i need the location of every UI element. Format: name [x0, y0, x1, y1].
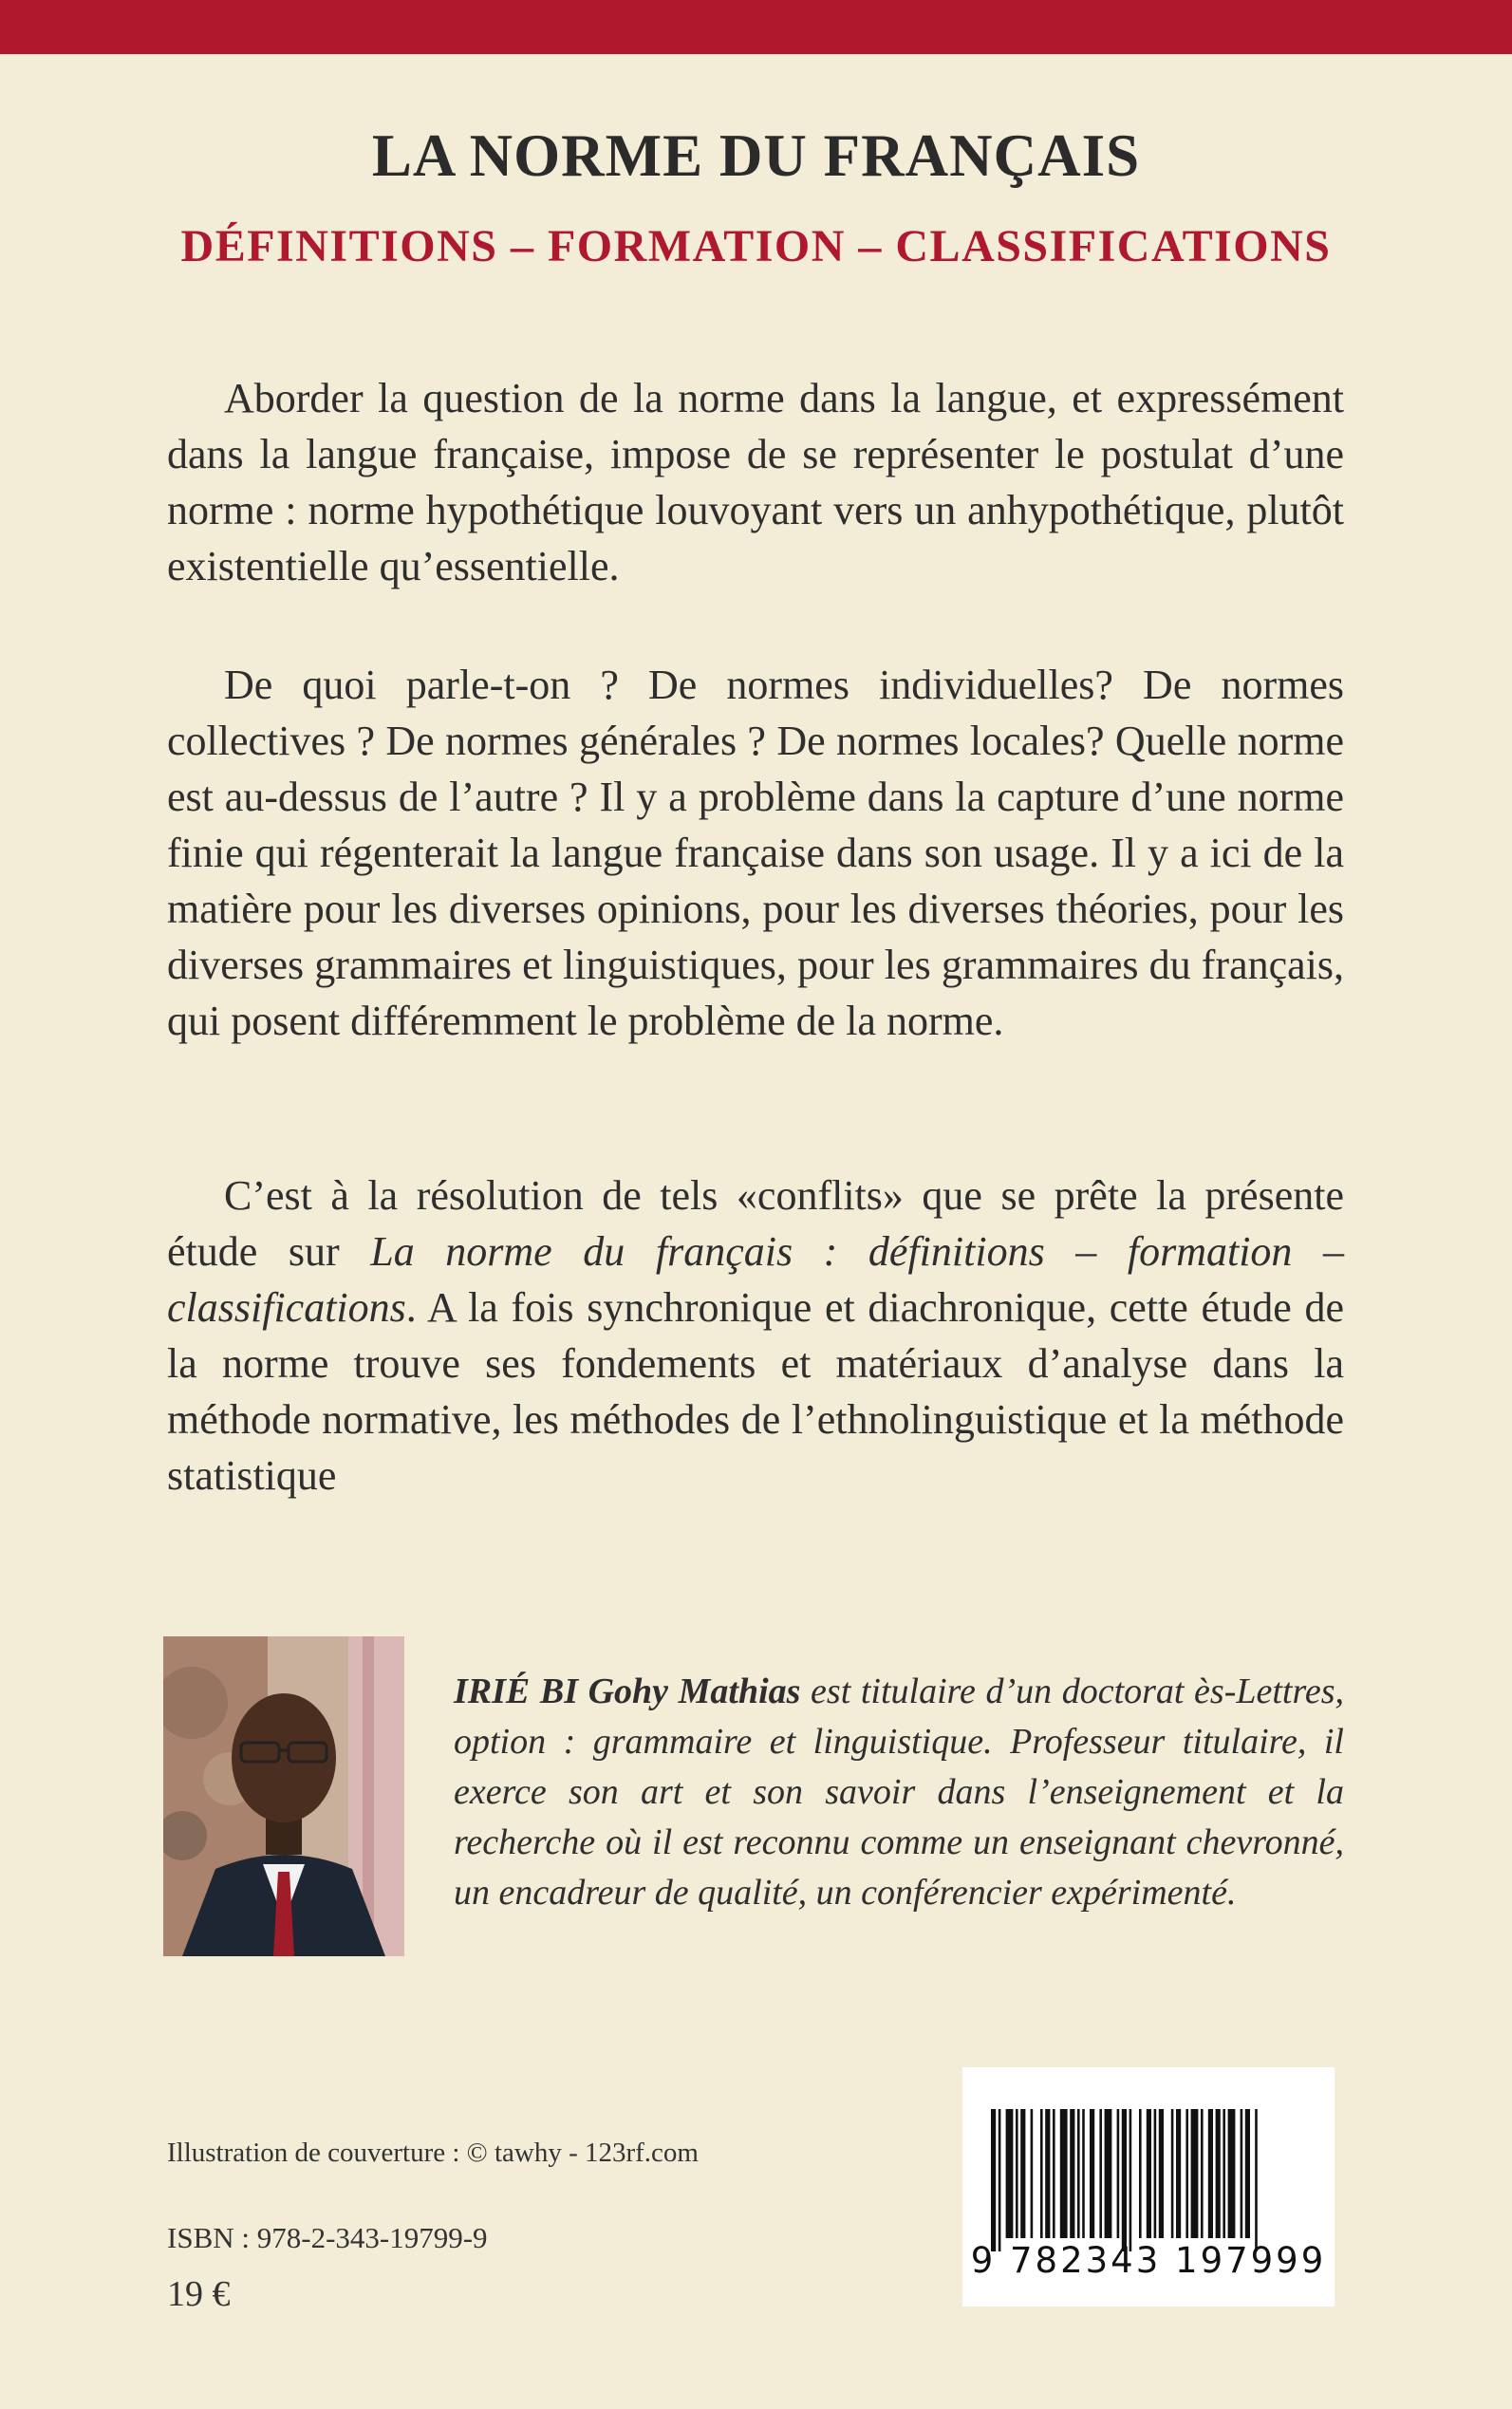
barcode	[962, 2067, 1335, 2306]
barcode-bar	[1077, 2109, 1080, 2238]
top-color-band	[0, 0, 1512, 54]
barcode-bar	[1228, 2109, 1236, 2238]
barcode-bar	[1082, 2109, 1085, 2238]
barcode-bar	[1154, 2109, 1157, 2238]
barcode-bar	[1176, 2109, 1181, 2238]
barcode-bar	[1031, 2109, 1034, 2238]
blurb-paragraph-3-start: C’est à la résolution de tels «conflits» que se prête la présente étude sur	[167, 1172, 1344, 1275]
barcode-bar	[1255, 2109, 1258, 2251]
barcode-bar	[1020, 2109, 1025, 2238]
barcode-bar	[1185, 2109, 1188, 2238]
barcode-bar	[1223, 2109, 1225, 2238]
barcode-bar	[1139, 2109, 1142, 2238]
barcode-bar	[1045, 2109, 1050, 2238]
barcode-bar	[1105, 2109, 1112, 2238]
book-subtitle: DÉFINITIONS – FORMATION – CLASSIFICATIONS	[180, 221, 1332, 271]
barcode-bar	[1241, 2109, 1243, 2238]
barcode-bar	[999, 2109, 1001, 2251]
barcode-bar	[1016, 2109, 1018, 2238]
blurb-paragraph-1	[167, 370, 1344, 594]
barcode-bar	[1245, 2109, 1250, 2238]
barcode-bar	[1117, 2109, 1120, 2238]
blurb-paragraph-2	[167, 657, 1344, 1049]
author-bio-text: est titulaire d’un doctorat ès-Lettres, option : grammaire et linguistique. Professeur titulaire, il exerce son art et son savoir dans l’enseignement et la recherche où il est reconnu comme un enseignant chevronné, un encadreur de qualité, un conférencier expérimenté.	[454, 1671, 1345, 1913]
barcode-bar	[991, 2109, 996, 2251]
barcode-bar	[1040, 2109, 1043, 2238]
barcode-bar	[1159, 2109, 1164, 2238]
book-title-italic: La norme du français : définitions – formation – classifications	[167, 1228, 1345, 1331]
barcode-bar	[1208, 2109, 1213, 2238]
barcode-bar	[1060, 2109, 1068, 2238]
price: 19 €	[167, 2274, 231, 2314]
blurb-paragraph-3	[167, 1167, 1344, 1503]
isbn: ISBN : 978-2-343-19799-9	[167, 2221, 488, 2254]
barcode-bar	[1006, 2109, 1014, 2238]
blurb-paragraph-2-text: De quoi parle-t-on ? De normes individuelles? De normes collectives ? De normes générales ? De normes locales? Quelle norme est au-dessus de l’autre ? Il y a problème dans la capture d’une norme finie qui régenterait la langue française dans son usage. Il y a ici de la matière pour les diverses opinions, pour les diverses théories, pour les diverses grammaires et linguistiques, pour les grammaires du français, qui posent différemment le problème de la norme.	[167, 662, 1344, 1044]
barcode-bar	[1201, 2109, 1204, 2238]
blurb-paragraph-1-text: Aborder la question de la norme dans la langue, et expressément dans la langue française, impose de se représenter le postulat d’une norme : norme hypothétique louvoyant vers un anhypothétique, plutôt existentielle qu’essentielle.	[167, 375, 1344, 589]
author-given-names: Gohy Mathias	[588, 1671, 801, 1711]
blurb-paragraph-3-end: . A la fois synchronique et diachronique, cette étude de la norme trouve ses fondements et matériaux d’analyse dans la méthode normative, les méthodes de l’ethnolinguistique et la méthode statistique	[167, 1284, 1344, 1499]
barcode-bar	[1191, 2109, 1199, 2238]
barcode-digits: 9 782343 197999	[970, 2240, 1327, 2281]
barcode-bar	[1171, 2109, 1174, 2238]
barcode-bar	[1053, 2109, 1055, 2238]
author-bio	[454, 1667, 1344, 1918]
author-portrait-illustration	[163, 1636, 404, 1956]
barcode-bar	[1129, 2109, 1132, 2251]
barcode-bar	[1090, 2109, 1094, 2238]
barcode-bar	[1099, 2109, 1102, 2238]
barcode-bar	[1147, 2109, 1151, 2238]
book-title: LA NORME DU FRANÇAIS	[371, 122, 1141, 189]
author-photo	[163, 1636, 404, 1956]
author-name	[454, 1671, 800, 1711]
cover-illustration-credit: Illustration de couverture : © tawhy - 123rf.com	[167, 2138, 699, 2168]
author-surname: IRIÉ BI	[454, 1671, 578, 1711]
barcode-bar	[1070, 2109, 1074, 2238]
barcode-bar	[1122, 2109, 1127, 2251]
blurb-paragraph-3-text	[167, 1167, 1344, 1503]
barcode-bar	[1216, 2109, 1221, 2238]
